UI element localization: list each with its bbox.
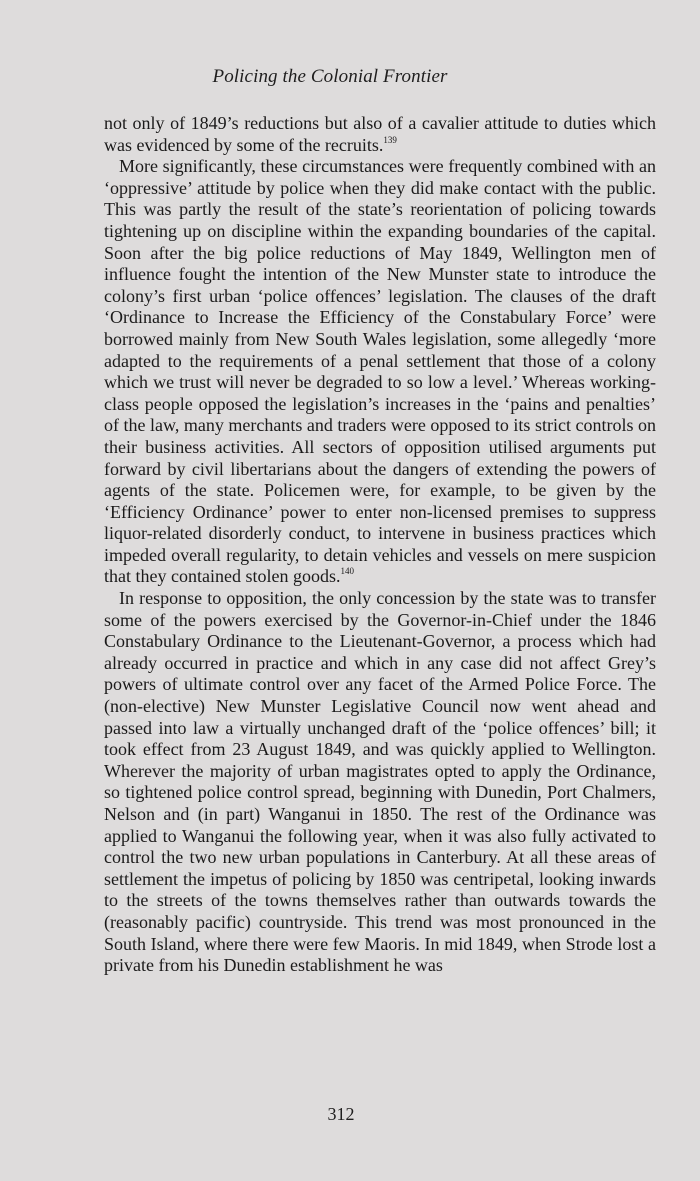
paragraph-text: More significantly, these circumstances were frequently combined with an ‘oppressive’ attitude by police when they did make contact with the public. This was partly the result of the state’s reorientation of policing towards tightening up on discipline within the expanding boundaries of the capital. Soon after the big police reductions of May 1849, Wellington men of influence fought the intention of the New Munster state to introduce the colony’s first urban ‘police offences’ legislation. The clauses of the draft ‘Ordinance to Increase the Efficiency of the Constabulary Force’ were borrowed mainly from New South Wales legislation, some allegedly ‘more adapted to the requirements of a penal settlement that those of a colony which we trust will never be degraded to so low a level.’ Whereas working-class people opposed the legislation’s increases in the ‘pains and penalties’ of the law, many merchants and traders were opposed to its strict controls on their business activities. All sectors of opposition utilised arguments put forward by civil libertarians about the dangers of extending the powers of agents of the state. Policemen were, for example, to be given by the ‘Efficiency Ordinance’ power to enter non-licensed premises to suppress liquor-related disorderly conduct, to intervene in business practices which impeded overall regularity, to detain vehicles and vessels on mere suspicion that they contained stolen goods. <box>104 156 656 587</box>
running-head: Policing the Colonial Frontier <box>212 66 448 87</box>
body-text <box>104 113 656 977</box>
paragraph-text: In response to opposition, the only concession by the state was to transfer some of the powers exercised by the Governor-in-Chief under the 1846 Constabulary Ordinance to the Lieutenant-Governor, a process which had already occurred in practice and which in any case did not affect Grey’s powers of ultimate control over any facet of the Armed Police Force. The (non-elective) New Munster Legislative Council now went ahead and passed into law a virtually unchanged draft of the ‘police offences’ bill; it took effect from 23 August 1849, and was quickly applied to Wellington. Wherever the majority of urban magistrates opted to apply the Ordinance, so tightened police control spread, beginning with Dunedin, Port Chalmers, Nelson and (in part) Wanganui in 1850. The rest of the Ordinance was applied to Wanganui the following year, when it was also fully activated to control the two new urban populations in Canterbury. At all these areas of settlement the impetus of policing by 1850 was centripetal, looking inwards to the streets of the towns themselves rather than outwards towards the (reasonably pacific) countryside. This trend was most pronounced in the South Island, where there were few Maoris. In mid 1849, when Strode lost a private from his Dunedin establishment he was <box>104 588 656 976</box>
paragraph <box>104 588 656 977</box>
paragraph <box>104 113 656 156</box>
paragraph <box>104 156 656 588</box>
page-number: 312 <box>327 1104 355 1124</box>
footnote-marker[interactable]: 140 <box>340 566 354 577</box>
paragraph-text: not only of 1849’s reductions but also of a cavalier attitude to duties which was evidenced by some of the recruits. <box>104 113 656 155</box>
footnote-marker[interactable]: 139 <box>383 134 397 145</box>
